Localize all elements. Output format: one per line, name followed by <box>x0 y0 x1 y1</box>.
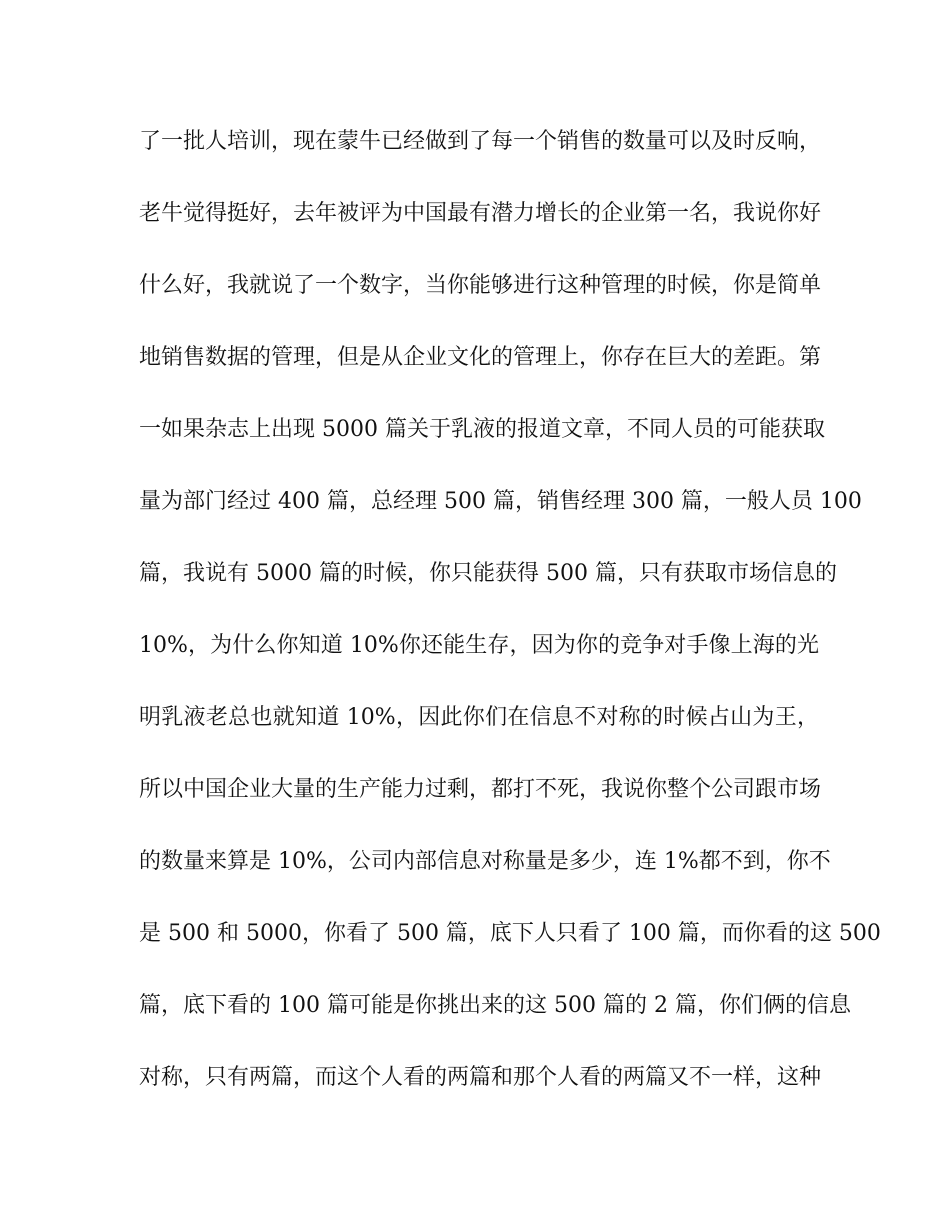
text-line-2: 老牛觉得挺好，去年被评为中国最有潜力增长的企业第一名，我说你好 <box>139 201 822 226</box>
text-line-11: 的数量来算是 10%，公司内部信息对称量是多少，连 1%都不到，你不 <box>139 849 831 874</box>
text-line-6: 量为部门经过 400 篇，总经理 500 篇，销售经理 300 篇，一般人员 100 <box>139 489 862 514</box>
text-line-3: 什么好，我就说了一个数字，当你能够进行这种管理的时候，你是简单 <box>139 273 822 298</box>
body-text <box>139 120 881 1128</box>
text-line-1: 了一批人培训，现在蒙牛已经做到了每一个销售的数量可以及时反响， <box>139 129 822 154</box>
text-line-7: 篇，我说有 5000 篇的时候，你只能获得 500 篇，只有获取市场信息的 <box>139 561 837 586</box>
text-line-12: 是 500 和 5000，你看了 500 篇，底下人只看了 100 篇，而你看的这 500 <box>139 921 881 946</box>
text-line-8: 10%，为什么你知道 10%你还能生存，因为你的竞争对手像上海的光 <box>139 633 819 658</box>
text-line-5: 一如果杂志上出现 5000 篇关于乳液的报道文章，不同人员的可能获取 <box>139 417 825 442</box>
text-line-9: 明乳液老总也就知道 10%，因此你们在信息不对称的时候占山为王， <box>139 705 819 730</box>
text-line-13: 篇，底下看的 100 篇可能是你挑出来的这 500 篇的 2 篇，你们俩的信息 <box>139 993 851 1018</box>
text-line-14: 对称，只有两篇，而这个人看的两篇和那个人看的两篇又不一样，这种 <box>139 1065 822 1090</box>
text-line-10: 所以中国企业大量的生产能力过剩，都打不死，我说你整个公司跟市场 <box>139 777 822 802</box>
text-line-4: 地销售数据的管理，但是从企业文化的管理上，你存在巨大的差距。第 <box>139 345 822 370</box>
